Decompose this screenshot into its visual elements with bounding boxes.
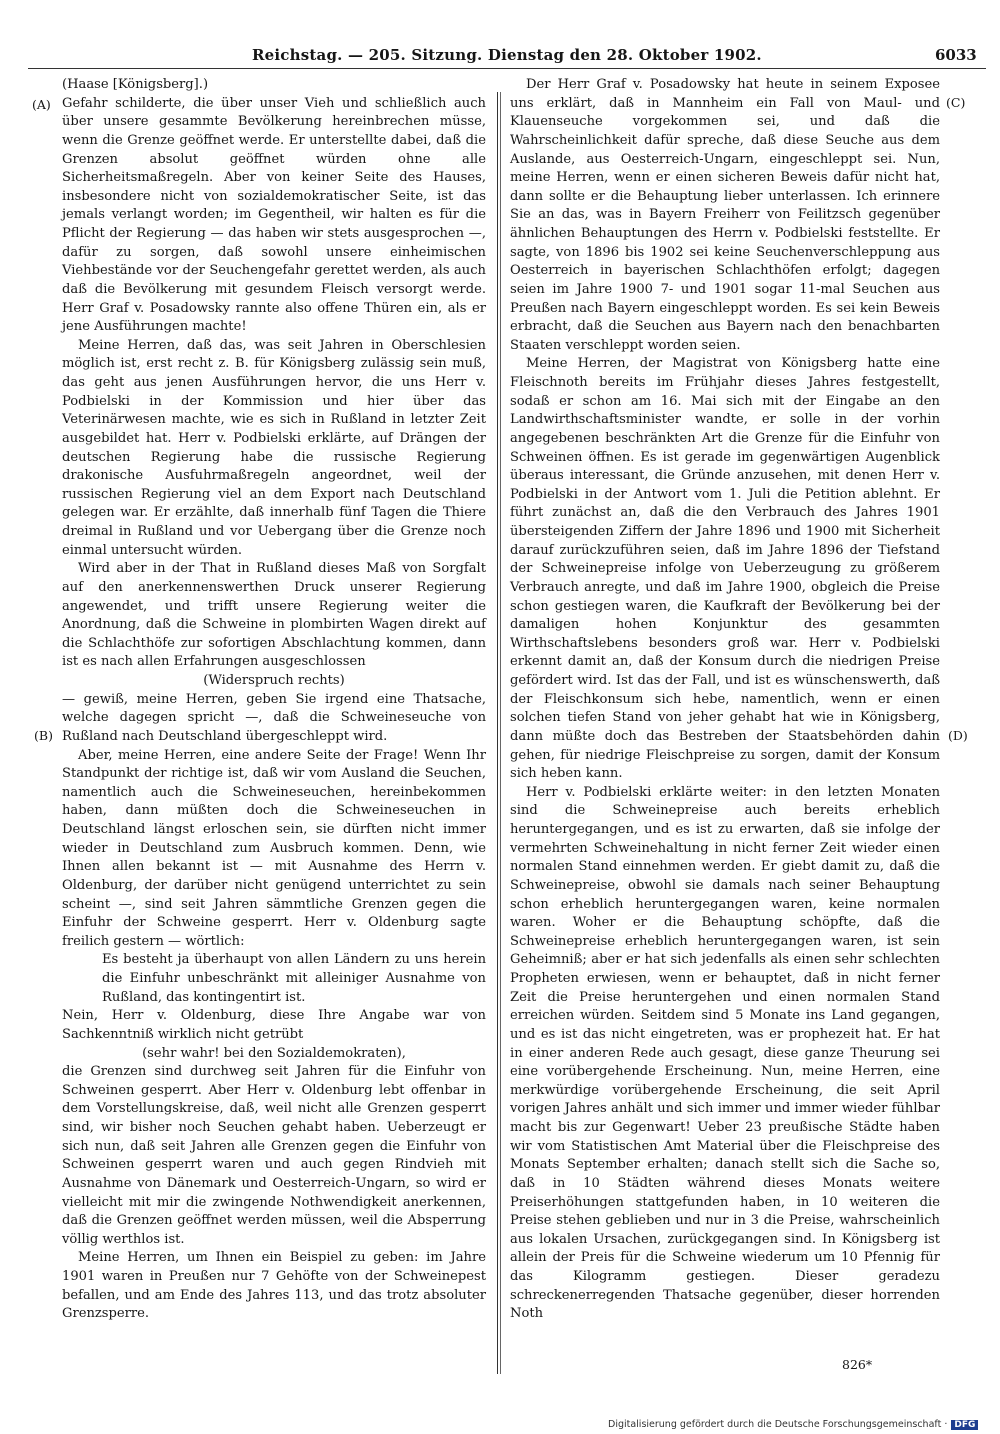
interjection: (sehr wahr! bei den Sozialdemokraten), (142, 1045, 406, 1061)
interjection: (Widerspruch rechts) (203, 673, 345, 688)
paragraph: Nein, Herr v. Oldenburg, diese Ihre Angabe war von Sachkenntniß wirklich nicht getrübt (62, 1008, 486, 1042)
paragraph: die Grenzen sind durchweg seit Jahren für die Einfuhr von Schweinen gesperrt. Aber Herr v. Oldenburg lebt offenbar in dem Vorstellungskreise, daß, weil nicht alle Grenzen gesperrt sind, wir bisher noch Seuchen gehabt haben. Ueberzeugt er sich nun, daß seit Jahren alle Grenzen gegen die Einfuhr von Schweinen gesperrt waren und auch gegen Rindvieh mit Ausnahme von Dänemark und Oesterreich-Ungarn, so wird er vielleicht mit mir die zwingende Nothwendigkeit anerkennen, daß die Grenzen geöffnet werden müssen, weil die Absperrung völlig werthlos ist. (62, 1064, 486, 1247)
paragraph: Wird aber in der That in Rußland dieses Maß von Sorgfalt auf den anerkennenswerthen Druck unserer Regierung angewendet, und trifft unsere Regierung weiter die Anordnung, daß die Schweine in plombirten Wagen direkt auf die Schlachthöfe zur sofortigen Abschlachtung kommen, dann ist es nach allen Erfahrungen ausgeschlossen (62, 561, 486, 670)
paragraph: Gefahr schilderte, die über unser Vieh und schließlich auch über unsere gesammte Bevölkerung hereinbrechen müsse, wenn die Grenze geöffnet werde. Er unterstellte dabei, daß die Grenzen absolut geöffnet würden ohne alle Sicherheitsmaßregeln. Aber von keiner Seite des Hauses, insbesondere nicht von sozialdemokratischer Seite, ist das jemals verlangt worden; im Gegentheil, wir halten es für die Pflicht der Regierung — das haben wir stets ausgesprochen —, dafür zu sorgen, daß sowohl unsere einheimischen Viehbestände vor der Seuchengefahr gerettet werden, als auch daß die Bevölkerung mit gesundem Fleisch versorgt werde. Herr Graf v. Posadowsky rannte also offene Thüren ein, als er jene Ausführungen machte! (62, 95, 486, 335)
column-divider (497, 92, 498, 1374)
right-column (510, 76, 940, 1324)
margin-marker-d: (D) (948, 728, 968, 743)
margin-marker-b: (B) (34, 728, 53, 743)
dfg-logo: DFG (951, 1420, 978, 1430)
paragraph: Meine Herren, der Magistrat von Königsberg hatte eine Fleischnoth bereits im Frühjahr dieses Jahres festgestellt, sodaß er schon am 16. Mai sich mit der Eingabe an den Landwirthschaftsminister wandte, er solle in der vorhin angegebenen beschränkten Art die Grenze für die Einfuhr von Schweinen öffnen. Es ist gerade im gegenwärtigen Augenblick überaus interessant, die Gründe anzusehen, mit denen Herr v. Podbielski in der Antwort vom 1. Juli die Petition ablehnt. Er führt zunächst an, daß die den Verbrauch des Jahres 1901 übersteigenden Ziffern der Jahre 1896 und 1900 mit Sicherheit darauf zurückzuführen seien, daß im Jahre 1896 der Tiefstand der Schweinepreise infolge von Ueberzeugung zu größerem Verbrauch anregte, und daß im Jahre 1900, obgleich die Preise schon gestiegen waren, die Kaufkraft der Bevölkerung bei der damaligen hohen Konjunktur des gesammten Wirthschaftslebens besonders groß war. Herr v. Podbielski erkennt damit an, daß der Konsum durch die niedrigen Preise gefördert wird. Ist das der Fall, und ist es wünschenswerth, daß der Fleischkonsum sich hebe, namentlich, wenn er einen solchen tiefen Stand von jeher gehabt hat wie in Königsberg, dann müßte doch das Bestreben der Staatsbehörden dahin gehen, für niedrige Fleischpreise zu sorgen, damit der Konsum sich heben kann. (510, 356, 940, 782)
footer-text: Digitalisierung gefördert durch die Deutsche Forschungsgemeinschaft · (608, 1419, 948, 1430)
signature-mark: 826* (842, 1357, 873, 1372)
running-header: Reichstag. — 205. Sitzung. Dienstag den 28. Oktober 1902. (252, 46, 762, 64)
margin-marker-a: (A) (32, 97, 51, 112)
page-number: 6033 (935, 46, 977, 64)
column-divider-inner (500, 92, 501, 1374)
block-quote: Es besteht ja überhaupt von allen Ländern zu uns herein die Einfuhr unbeschränkt mit alleiniger Ausnahme von Rußland, das kontingentirt ist. (102, 952, 486, 1005)
header-rule (28, 68, 986, 69)
paragraph: — gewiß, meine Herren, geben Sie irgend eine Thatsache, welche dagegen spricht —, daß die Schweineseuche von Rußland nach Deutschland übergeschleppt wird. (62, 691, 486, 744)
margin-marker-c: (C) (946, 95, 966, 110)
speaker-label: (Haase [Königsberg].) (62, 77, 209, 92)
left-column (62, 76, 486, 1324)
footer-credit (608, 1419, 988, 1430)
paragraph: Herr v. Podbielski erklärte weiter: in den letzten Monaten sind die Schweinepreise auch bereits erheblich heruntergegangen, und es ist zu erwarten, daß sie infolge der vermehrten Schweinehaltung in nicht ferner Zeit wieder einen normalen Stand einnehmen werden. Er giebt damit zu, daß die Schweinepreise, obwohl sie damals nach seiner Behauptung schon erheblich heruntergegangen waren, keine normalen waren. Woher er die Behauptung schöpfte, daß die Schweinepreise erheblich heruntergegangen waren, ist sein Geheimniß; aber er hat sich jedenfalls als einen sehr schlechten Propheten erwiesen, wenn er behauptet, daß in nicht ferner Zeit die Preise heruntergehen und einen normalen Stand erreichen würden. Seitdem sind 5 Monate ins Land gegangen, und es ist das nicht eingetreten, was er prophezeit hat. Er hat in einer anderen Rede auch gesagt, diese ganze Theurung sei eine vorübergehende Erscheinung. Nun, meine Herren, eine merkwürdige vorübergehende Erscheinung, die seit April vorigen Jahres anhält und sich immer und immer wieder fühlbar macht bis zur Gegenwart! Ueber 23 preußische Städte haben wir vom Statistischen Amt Material über die Fleischpreise des Monats September erhalten; danach stellt sich die Sache so, daß in 10 Städten während dieses Monats weitere Preiserhöhungen stattgefunden haben, in 10 weiteren die Preise stehen geblieben und nur in 3 die Preise, wahrscheinlich aus lokalen Ursachen, zurückgegangen sind. In Königsberg ist allein der Preis für die Schweine wiederum um 10 Pfennig für das Kilogramm gestiegen. Dieser geradezu schreckenerregenden Thatsache gegenüber, dieser horrenden Noth (510, 784, 940, 1322)
paragraph: Der Herr Graf v. Posadowsky hat heute in seinem Exposee uns erklärt, daß in Mannheim ein Fall von Maul- und Klauenseuche vorgekommen sei, und daß die Wahrscheinlichkeit dafür spreche, daß diese Seuche aus dem Auslande, aus Oesterreich-Ungarn, eingeschleppt sei. Nun, meine Herren, wenn er einen sicheren Beweis dafür nicht hat, dann sollte er die Behauptung lieber unterlassen. Ich erinnere Sie an das, was in Bayern Freiherr von Feilitzsch gegenüber ähnlichen Behauptungen des Herrn v. Podbielski feststellte. Er sagte, von 1896 bis 1902 sei keine Seuchenverschleppung aus Oesterreich in bayerischen Schlachthöfen erfolgt; dagegen seien im Jahre 1900 7- und 1901 sogar 11-mal Seuchen aus Preußen nach Bayern eingeschleppt worden. Es sei kein Beweis erbracht, daß die Seuchen aus Bayern nach den benachbarten Staaten verschleppt worden seien. (510, 77, 940, 353)
paragraph: Meine Herren, daß das, was seit Jahren in Oberschlesien möglich ist, erst recht z. B. für Königsberg zulässig sein muß, das geht aus jenen Ausführungen hervor, die uns Herr v. Podbielski in der Kommission und hier über das Veterinärwesen machte, wie es sich in Rußland in letzter Zeit ausgebildet hat. Herr v. Podbielski erklärte, auf Drängen der deutschen Regierung habe die russische Regierung drakonische Ausfuhrmaßregeln angeordnet, weil der russischen Regierung viel an dem Export nach Deutschland gelegen war. Er erzählte, daß innerhalb fünf Tagen die Thiere dreimal in Rußland und vor Uebergang über die Grenze noch einmal untersucht würden. (62, 337, 486, 558)
paragraph: Aber, meine Herren, eine andere Seite der Frage! Wenn Ihr Standpunkt der richtige ist, daß wir vom Ausland die Seuchen, namentlich auch die Schweineseuchen, hereinbekommen haben, dann müßten doch die Schweineseuchen in Deutschland längst erloschen sein, sie dürften nicht immer wieder in Deutschland zum Ausbruch kommen. Denn, wie Ihnen allen bekannt ist — mit Ausnahme des Herrn v. Oldenburg, der darüber nicht genügend unterrichtet zu sein scheint —, sind seit Jahren sämmtliche Grenzen gegen die Einfuhr der Schweine gesperrt. Herr v. Oldenburg sagte freilich gestern — wörtlich: (62, 747, 486, 949)
paragraph: Meine Herren, um Ihnen ein Beispiel zu geben: im Jahre 1901 waren in Preußen nur 7 Gehöfte von der Schweinepest befallen, und am Ende des Jahres 113, und das trotz absoluter Grenzsperre. (62, 1250, 486, 1322)
